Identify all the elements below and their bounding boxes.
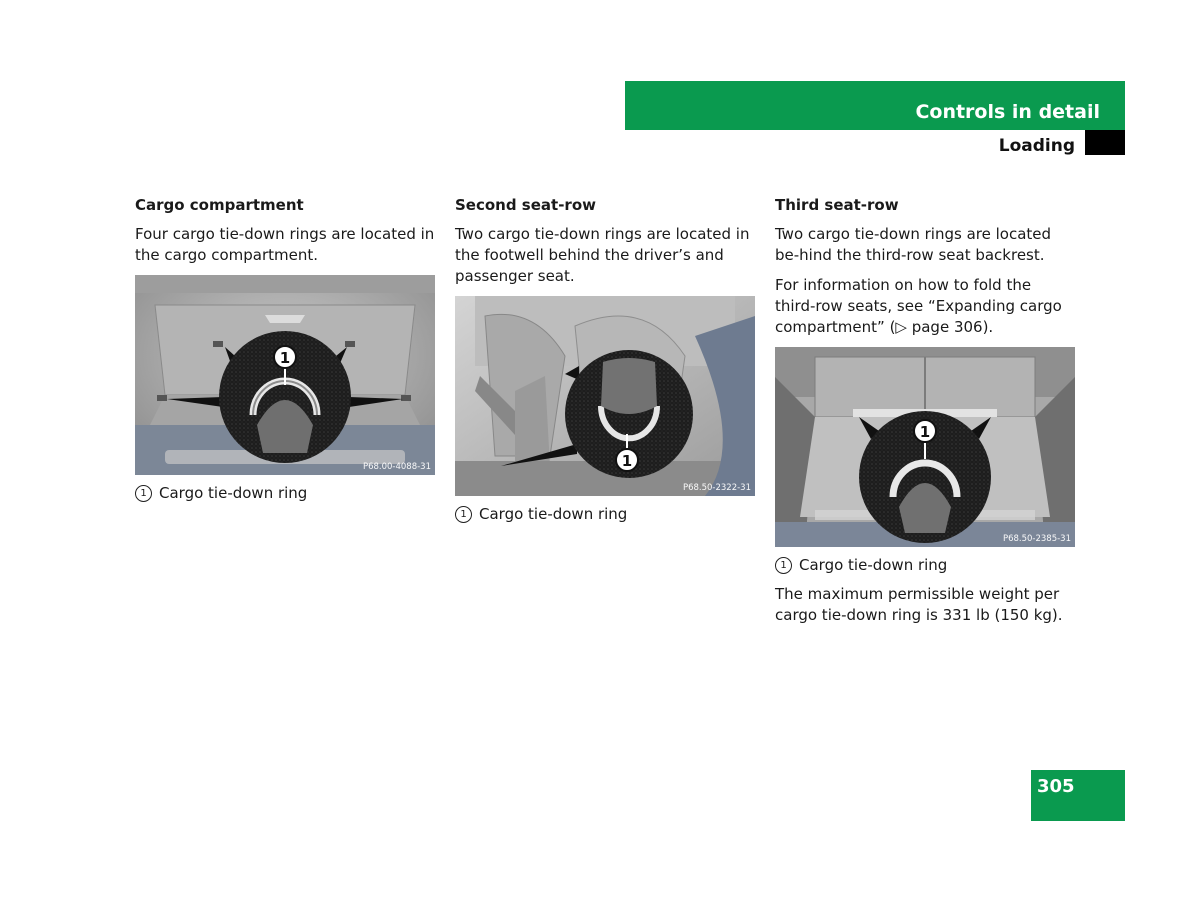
figure-code: P68.00-4088-31 xyxy=(362,462,431,472)
column-cargo-compartment xyxy=(135,196,435,512)
photo-second-seat-row xyxy=(455,296,755,496)
paragraph: For information on how to fold the third-row seats, see “Expanding cargo compartment” (▷ page 306). xyxy=(775,276,1062,336)
photo-callout-label: 1 xyxy=(919,423,931,441)
column-third-seat-row xyxy=(775,196,1075,635)
caption-text: Cargo tie-down ring xyxy=(479,505,628,523)
weight-note: The maximum permissible weight per cargo tie-down ring is 331 lb (150 kg). xyxy=(775,585,1063,624)
column-heading: Second seat-row xyxy=(455,196,596,214)
page-number: 305 xyxy=(1037,776,1075,797)
figure-code: P68.50-2322-31 xyxy=(682,483,751,493)
paragraph: Two cargo tie-down rings are located be-hind the third-row seat backrest. xyxy=(775,225,1052,264)
column-second-seat-row xyxy=(455,196,755,533)
figure-caption xyxy=(775,555,1075,576)
photo-cargo-compartment xyxy=(135,275,435,475)
callout-number-badge: 1 xyxy=(135,485,152,502)
column-heading: Cargo compartment xyxy=(135,196,304,214)
photo-callout-label: 1 xyxy=(279,349,291,367)
callout-number-badge: 1 xyxy=(775,557,792,574)
caption-text: Cargo tie-down ring xyxy=(799,556,948,574)
figure-caption xyxy=(455,504,755,525)
page-number-box xyxy=(1031,770,1125,821)
subsection-title: Loading xyxy=(998,136,1075,156)
section-header-band xyxy=(625,81,1125,130)
column-heading: Third seat-row xyxy=(775,196,899,214)
photo-third-seat-row xyxy=(775,347,1075,547)
paragraph: Two cargo tie-down rings are located in the footwell behind the driver’s and passenger seat. xyxy=(455,225,750,285)
callout-number-badge: 1 xyxy=(455,506,472,523)
figure-caption xyxy=(135,483,435,504)
subsection-marker xyxy=(1085,130,1125,155)
section-title: Controls in detail xyxy=(915,101,1100,123)
figure-code: P68.50-2385-31 xyxy=(1002,534,1071,544)
photo-callout-label: 1 xyxy=(621,452,633,470)
paragraph: Four cargo tie-down rings are located in the cargo compartment. xyxy=(135,225,435,264)
caption-text: Cargo tie-down ring xyxy=(159,484,308,502)
